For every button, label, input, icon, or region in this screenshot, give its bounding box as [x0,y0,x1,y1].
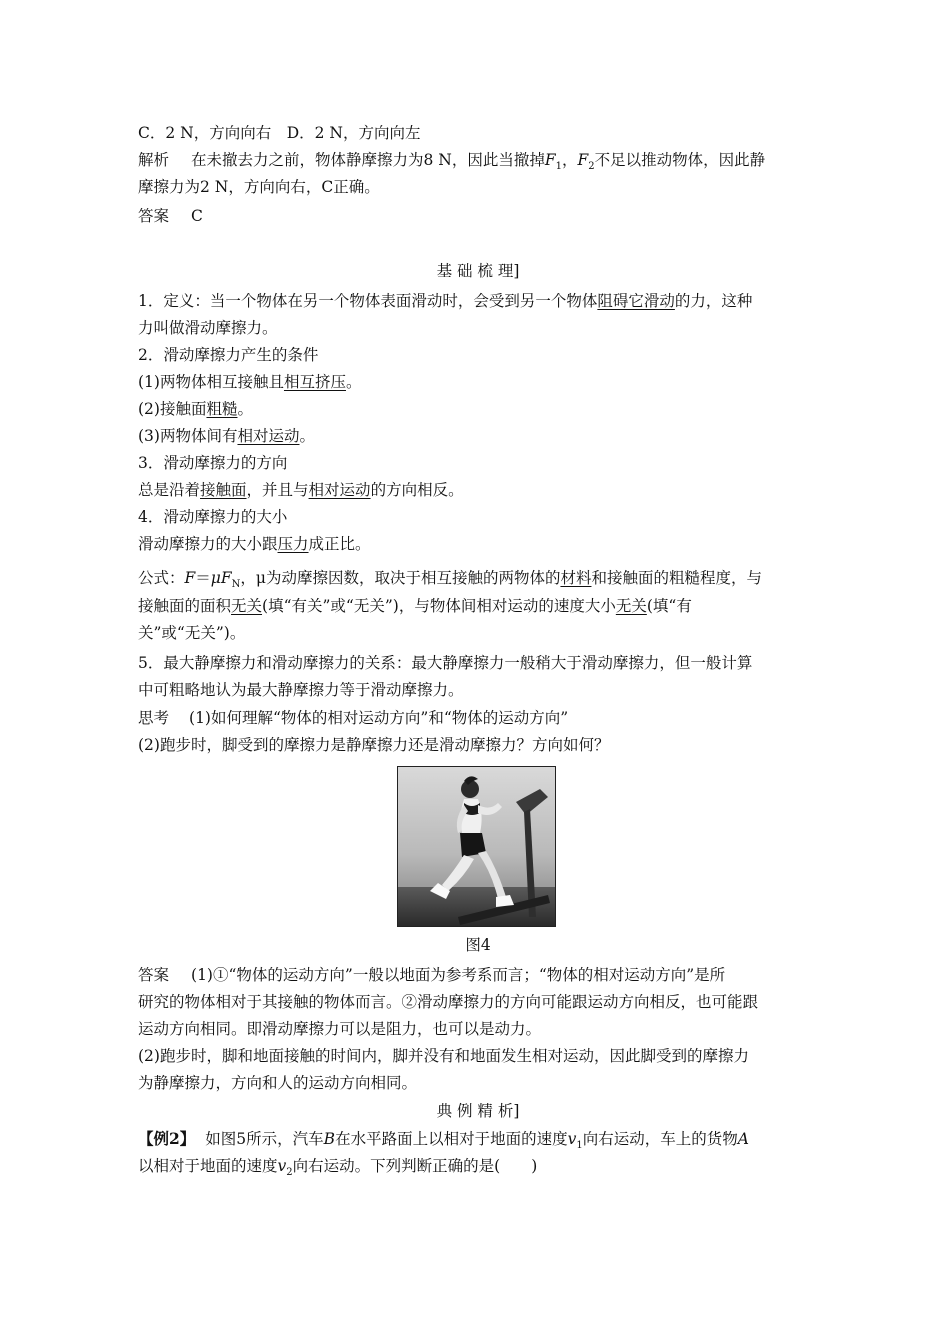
velocity-subscript: 1 [576,1140,583,1152]
condition-3 [138,423,818,449]
example-text: 在水平路面上以相对于地面的速度 [335,1130,568,1148]
fill-in-answer: 压力 [277,535,309,553]
definition-line-2 [138,315,818,341]
answer-label: 答案 [138,207,170,225]
answer-think-line-5 [138,1070,818,1096]
analysis-text: 在未撤去力之前，物体静摩擦力为8 N，因此当撤掉 [191,151,545,169]
example-text: 如图5所示，汽车 [205,1130,324,1148]
section-heading-basics [138,258,818,284]
magnitude-heading [138,504,818,530]
force-symbol: F [544,151,556,169]
force-symbol: F [577,151,589,169]
analysis-line-2 [138,174,818,200]
velocity-subscript: 2 [286,1167,293,1179]
runner-treadmill-photo [397,766,556,927]
answer-think-line-2 [138,989,818,1015]
options-line [138,120,818,146]
answer-label: 答案 [138,966,170,984]
fill-in-answer: 无关 [231,597,263,615]
example-text: 以相对于地面的速度 [138,1157,278,1175]
fill-in-answer: 接触面 [200,481,247,499]
force-subscript: 2 [588,161,595,173]
example-text: 向右运动。下列判断正确的是( ) [292,1157,538,1175]
example-text: 向右运动，车上的货物 [582,1130,738,1148]
answer-text: (2)跑步时，脚和地面接触的时间内，脚并没有和地面发生相对运动，因此脚受到的摩擦力 [138,1047,749,1065]
magnitude-text: 滑动摩擦力的大小跟 [138,535,278,553]
formula-symbol: μF [210,569,232,587]
direction-heading [138,450,818,476]
definition-text: 力叫做滑动摩擦力。 [138,319,278,337]
example-symbol: B [323,1130,336,1148]
formula-text: (填“有 [646,597,692,615]
definition-text: 的力，这种 [674,292,753,310]
section-heading-text: 基 础 梳 理] [436,262,520,280]
velocity-symbol: v [567,1130,577,1148]
fill-in-answer: 相互挤压 [283,373,346,391]
figure-caption-text: 图4 [465,936,491,954]
formula-label: 公式： [138,569,185,587]
answer-text: 运动方向相同。即滑动摩擦力可以是阻力，也可以是动力。 [138,1020,542,1038]
formula-line-3 [138,620,818,646]
runner-photo-graphic [398,767,555,926]
think-text: (1)如何理解“物体的相对运动方向”和“物体的运动方向” [189,709,569,727]
fill-in-answer: 材料 [560,569,592,587]
condition-text: 。 [299,427,315,445]
condition-text: 。 [345,373,362,391]
fill-in-answer: 阻碍它滑动 [597,292,675,310]
condition-text: 。 [237,400,253,418]
direction-line [138,477,818,503]
answer-value: C [191,207,203,225]
direction-text: ，并且与 [246,481,309,499]
magnitude-text: 成正比。 [308,535,371,553]
formula-text: 接触面的面积 [138,597,232,615]
figure-caption [138,932,818,958]
formula-equals: ＝ [195,569,211,587]
think-text: (2)跑步时，脚受到的摩擦力是静摩擦力还是滑动摩擦力？方向如何？ [138,736,610,754]
magnitude-line [138,531,818,557]
analysis-label: 解析 [138,151,170,169]
example-label: 【例2】 [138,1129,196,1148]
direction-text: 总是沿着 [138,481,201,499]
direction-heading-text: 3．滑动摩擦力的方向 [138,454,288,472]
section-heading-text: 典 例 精 析] [436,1102,520,1120]
answer-think-line-1 [138,962,818,988]
answer-think-line-4 [138,1043,818,1069]
force-subscript: 1 [555,161,563,173]
direction-text: 的方向相反。 [370,481,464,499]
formula-text: ，μ为动摩擦因数，取决于相互接触的两物体的 [240,569,561,587]
fill-in-answer: 相对运动 [308,481,371,499]
formula-text: 关”或“无关”)。 [138,624,246,642]
separator: ， [562,151,578,169]
condition-1 [138,369,818,395]
formula-line-2 [138,593,818,619]
relationship-text: 5．最大静摩擦力和滑动摩擦力的关系：最大静摩擦力一般稍大于滑动摩擦力，但一般计算 [138,654,753,672]
formula-subscript: N [231,579,241,591]
answer-text: 研究的物体相对于其接触的物体而言。②滑动摩擦力的方向可能跟运动方向相反，也可能跟 [138,993,759,1011]
relationship-line-1 [138,650,818,676]
condition-text: (2)接触面 [138,400,207,418]
answer-text: (1)①“物体的运动方向”一般以地面为参考系而言；“物体的相对运动方向”是所 [191,966,726,984]
answer-text: 为静摩擦力，方向和人的运动方向相同。 [138,1074,418,1092]
analysis-text: 不足以推动物体，因此静 [594,151,766,169]
fill-in-answer: 粗糙 [206,400,238,418]
think-question-2 [138,732,818,758]
relationship-text: 中可粗略地认为最大静摩擦力等于滑动摩擦力。 [138,681,464,699]
think-label: 思考 [138,709,170,727]
example-symbol: A [737,1130,749,1148]
formula-text: 和接触面的粗糙程度，与 [591,569,762,587]
magnitude-heading-text: 4．滑动摩擦力的大小 [138,508,288,526]
options-text: C．2 N，方向向右 D．2 N，方向向左 [138,124,421,142]
think-question-1 [138,705,818,731]
condition-text: (1)两物体相互接触且 [138,373,284,391]
condition-2 [138,396,818,422]
definition-line-1 [138,288,818,314]
conditions-heading-text: 2．滑动摩擦力产生的条件 [138,346,319,364]
condition-text: (3)两物体间有 [138,427,238,445]
answer-line [138,203,818,229]
formula-symbol: F [184,569,196,587]
section-heading-examples [138,1098,818,1124]
definition-text: 1．定义：当一个物体在另一个物体表面滑动时，会受到另一个物体 [138,292,598,310]
formula-text: (填“有关”或“无关”)，与物体间相对运动的速度大小 [262,597,616,615]
velocity-symbol: v [277,1157,287,1175]
analysis-text: 摩擦力为2 N，方向向右，C正确。 [138,178,380,196]
conditions-heading [138,342,818,368]
relationship-line-2 [138,677,818,703]
fill-in-answer: 相对运动 [237,427,300,445]
answer-think-line-3 [138,1016,818,1042]
fill-in-answer: 无关 [615,597,647,615]
example-line-2 [138,1153,818,1186]
